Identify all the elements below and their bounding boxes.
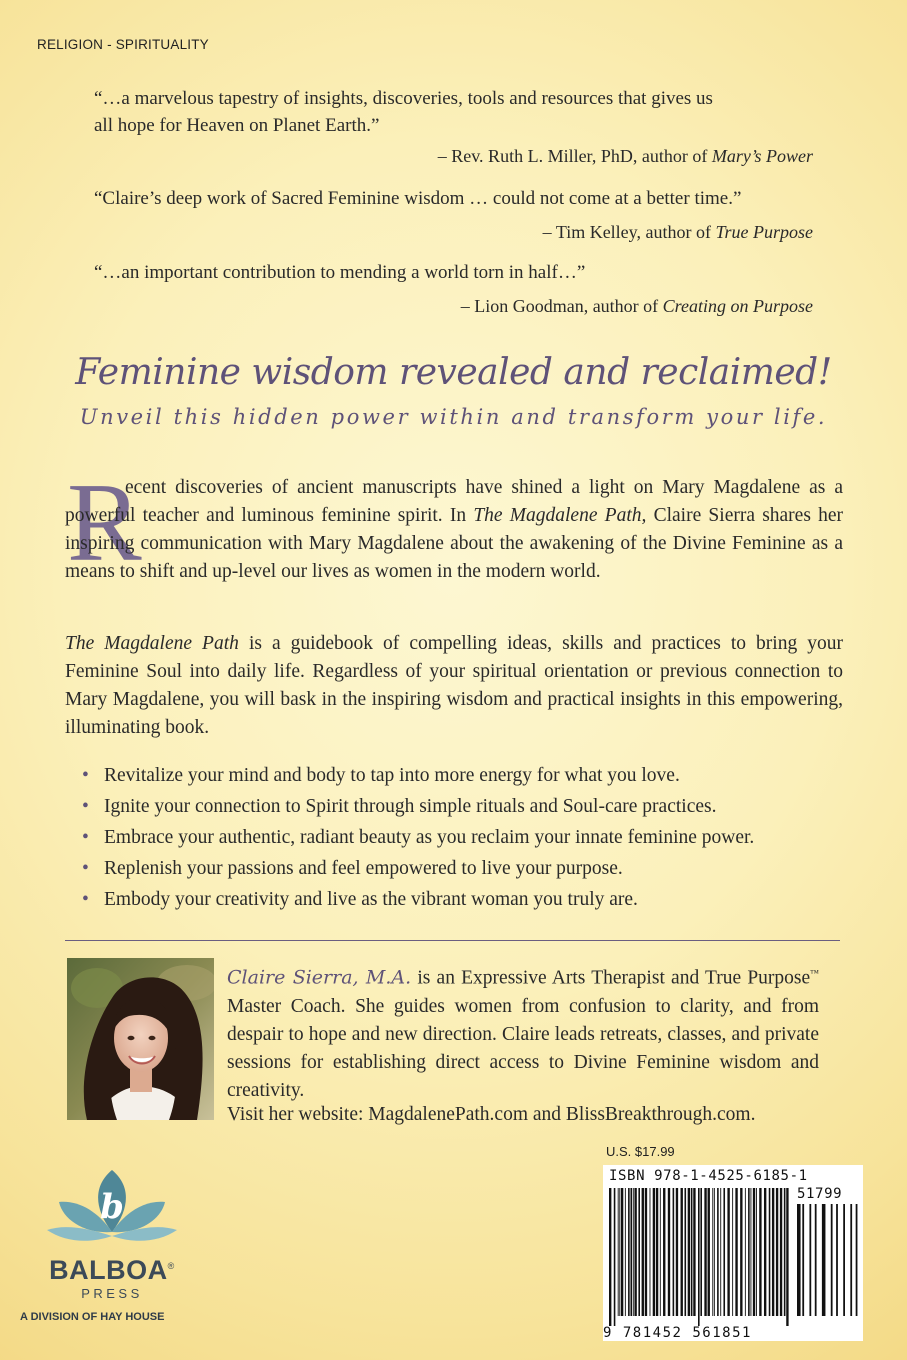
quote-2-line-1: “Claire’s deep work of Sacred Feminine wisdom … could not come at a better time.” (94, 188, 742, 209)
logo-letter: b (100, 1187, 124, 1227)
author-photo (67, 958, 214, 1120)
registered-mark: ® (167, 1261, 175, 1271)
barcode-bar (676, 1188, 678, 1316)
quote-1-line-2: all hope for Heaven on Planet Earth.” (94, 115, 380, 136)
barcode-bar (628, 1188, 630, 1316)
barcode-bar (740, 1188, 742, 1316)
barcode-bar (656, 1188, 658, 1316)
barcode-bar (638, 1188, 640, 1316)
bullet-icon: • (82, 858, 89, 879)
trademark-symbol: ™ (810, 968, 819, 978)
barcode-bar (708, 1188, 710, 1316)
bullet-icon: • (82, 827, 89, 848)
quote-2-work: True Purpose (715, 222, 813, 242)
bullet-icon: • (82, 889, 89, 910)
ean-digits: 9 781452 561851 (603, 1325, 752, 1341)
barcode-bar (735, 1188, 737, 1316)
barcode-bar (685, 1188, 687, 1316)
category-label: RELIGION - SPIRITUALITY (37, 37, 209, 52)
publisher-division: A DIVISION OF HAY HOUSE (20, 1311, 165, 1323)
para1-title: The Magdalene Path, (473, 505, 647, 526)
bullet-icon: • (82, 796, 89, 817)
barcode-bar (618, 1188, 619, 1316)
barcode-bar (756, 1188, 757, 1316)
barcode-bar (822, 1204, 826, 1316)
barcode-bar (764, 1188, 766, 1316)
barcode-bar (714, 1188, 715, 1316)
para2-title: The Magdalene Path (65, 633, 239, 654)
barcode-bar (630, 1188, 632, 1316)
section-divider (65, 940, 840, 941)
barcode-bar (621, 1188, 623, 1316)
barcode-bar (753, 1188, 755, 1316)
barcode-bar (856, 1204, 858, 1316)
barcode-bar (704, 1188, 706, 1316)
barcode-bar (745, 1188, 746, 1316)
publisher-imprint: PRESS (81, 1286, 143, 1301)
quote-2-author: – Tim Kelley, author of (542, 222, 711, 242)
barcode-bar (634, 1188, 636, 1316)
price-code-text: 51799 (797, 1186, 843, 1202)
barcode-bar (653, 1188, 655, 1316)
barcode-bar (619, 1188, 620, 1316)
barcode-bar (786, 1188, 788, 1326)
barcode-bar (700, 1188, 702, 1316)
balboa-lotus-logo-icon (37, 1166, 187, 1248)
barcode-bar (809, 1204, 811, 1316)
quote-1-line-1: “…a marvelous tapestry of insights, discoveries, tools and resources that gives us (94, 88, 713, 109)
barcode-bar (688, 1188, 690, 1316)
barcode-bar (727, 1188, 729, 1316)
author-portrait-icon (67, 958, 214, 1120)
publisher-name: BALBOA® (49, 1255, 175, 1285)
barcode-bar (663, 1188, 665, 1316)
headline: Feminine wisdom revealed and reclaimed! (75, 352, 832, 393)
barcode-bar (642, 1188, 644, 1316)
list-item: • Ignite your connection to Spirit through simple rituals and Soul-care practices. (82, 793, 862, 824)
ean-barcode (609, 1188, 791, 1326)
barcode-bar (673, 1188, 675, 1316)
list-item: • Replenish your passions and feel empowered to live your purpose. (82, 855, 862, 886)
para1-start: ecent discoveries of ancient manuscripts have shined a light on Mary Magdalene as a powerful teacher and luminous feminine spirit. In (65, 477, 843, 526)
benefits-list (82, 762, 862, 917)
list-item: • Embody your creativity and live as the vibrant woman you truly are. (82, 886, 862, 917)
barcode-bar (850, 1204, 852, 1316)
barcode-bar (712, 1188, 713, 1316)
barcode-bar (625, 1188, 626, 1316)
barcode-bar (717, 1188, 719, 1316)
isbn-text: ISBN 978-1-4525-6185-1 (609, 1168, 808, 1184)
barcode-bar (815, 1204, 817, 1316)
list-item: • Embrace your authentic, radiant beauty as you reclaim your innate feminine power. (82, 824, 862, 855)
description-paragraph-2 (65, 630, 843, 742)
quote-1-work: Mary’s Power (711, 146, 813, 166)
author-website-line: Visit her website: MagdalenePath.com and BlissBreakthrough.com. (227, 1104, 756, 1125)
barcode-bar (668, 1188, 670, 1316)
barcode-bar (723, 1188, 725, 1316)
barcode-bar (784, 1188, 786, 1316)
barcode-bar (720, 1188, 721, 1316)
barcode-bar (660, 1188, 661, 1316)
author-bio: Claire Sierra, M.A. is an Expressive Arts Therapist and True Purpose™ Master Coach. She guides women from confusion to clarity, and from despair to hope and new direction. Claire leads retreats, classes, and private sessions for establishing direct access to Divine Feminine wisdom and creativity. (227, 966, 819, 1101)
barcode-bar (645, 1188, 647, 1316)
author-name: Claire Sierra, M.A. (227, 966, 412, 989)
price-label: U.S. $17.99 (606, 1144, 675, 1159)
para2-rest: is a guidebook of compelling ideas, skills and practices to bring your Feminine Soul into daily life. Regardless of your spiritual orientation or previous connection to Mary Magdalene, you will bask in the inspiring wisdom and practical insights in this empowering, illuminating book. (65, 633, 843, 738)
drop-cap: R (67, 461, 142, 585)
quote-2-attribution (543, 222, 813, 243)
bullet-icon: • (82, 765, 89, 786)
para1-end: Claire Sierra shares her inspiring communication with Mary Magdalene about the awakening of the Divine Feminine as a means to shift and up-level our lives as women in the modern world. (65, 505, 844, 582)
barcode-bar (609, 1188, 611, 1326)
barcode-bar (836, 1204, 838, 1316)
barcode-bar (831, 1204, 833, 1316)
quote-1-attribution (438, 146, 813, 167)
quote-3-author: – Lion Goodman, author of (460, 296, 659, 316)
description-paragraph-1 (65, 474, 843, 586)
barcode-bar (797, 1204, 801, 1316)
barcode-bar (802, 1204, 804, 1316)
barcode-bar (693, 1188, 695, 1316)
barcode-bar (681, 1188, 683, 1316)
barcode-bar (614, 1188, 616, 1326)
barcode-bar (776, 1188, 778, 1316)
barcode-bar (691, 1188, 693, 1316)
barcode-bar (732, 1188, 733, 1316)
barcode-bar (750, 1188, 751, 1316)
barcode-bar (748, 1188, 750, 1316)
barcode-bar (769, 1188, 771, 1316)
quote-1-author: – Rev. Ruth L. Miller, PhD, author of (437, 146, 708, 166)
subheadline: Unveil this hidden power within and transform your life. (79, 405, 828, 429)
price-addon-barcode (797, 1204, 861, 1326)
barcode-bar (772, 1188, 774, 1316)
barcode-bar (698, 1188, 700, 1326)
barcode-bar (759, 1188, 761, 1316)
barcode-bar (843, 1204, 845, 1316)
quote-3-line-1: “…an important contribution to mending a world torn in half…” (94, 262, 586, 283)
list-item: • Revitalize your mind and body to tap into more energy for what you love. (82, 762, 862, 793)
quote-3-attribution (461, 296, 813, 317)
quote-3-work: Creating on Purpose (662, 296, 813, 316)
barcode-bar (650, 1188, 651, 1316)
barcode-bar (633, 1188, 634, 1316)
barcode-bar (780, 1188, 782, 1316)
